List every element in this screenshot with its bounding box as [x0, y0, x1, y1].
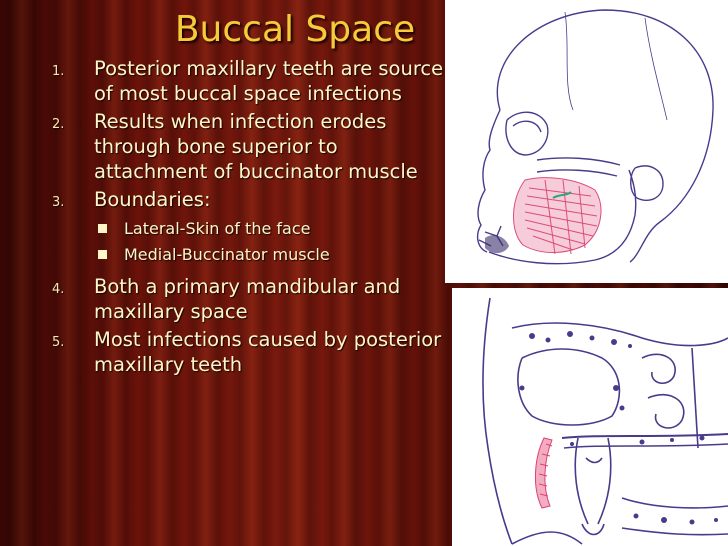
bullet-text: Most infections caused by posterior maxillary teeth	[94, 328, 442, 376]
slide-title: Buccal Space	[174, 9, 416, 50]
bullet-number: 3.	[52, 195, 65, 210]
sub-bullet-text: Medial-Buccinator muscle	[124, 245, 330, 264]
bullet-item-1	[52, 56, 447, 106]
sub-bullet-text: Lateral-Skin of the face	[124, 219, 311, 238]
bullet-text: Boundaries:	[94, 188, 211, 211]
coronal-section-drawing-icon	[452, 288, 728, 546]
bullet-item-2	[52, 109, 447, 184]
square-bullet-icon	[98, 250, 107, 259]
square-bullet-icon	[98, 224, 107, 233]
sub-bullet-item-medial	[94, 242, 447, 268]
coronal-section-drawing	[452, 288, 728, 546]
skull-lateral-drawing	[445, 0, 728, 283]
bullet-text: Results when infection erodes through bone superior to attachment of buccinator muscle	[94, 110, 418, 183]
bullet-list	[52, 56, 447, 380]
bullet-number: 1.	[52, 64, 65, 79]
bullet-item-4	[52, 274, 447, 324]
bullet-item-3	[52, 187, 447, 268]
bullet-number: 4.	[52, 282, 65, 297]
sub-bullet-list	[94, 216, 447, 268]
bullet-item-5	[52, 327, 447, 377]
bullet-text: Posterior maxillary teeth are source of most buccal space infections	[94, 57, 444, 105]
sub-bullet-item-lateral	[94, 216, 447, 242]
skull-lateral-drawing-icon	[445, 0, 728, 283]
bullet-text: Both a primary mandibular and maxillary space	[94, 275, 401, 323]
bullet-number: 2.	[52, 117, 65, 132]
bullet-number: 5.	[52, 335, 65, 350]
